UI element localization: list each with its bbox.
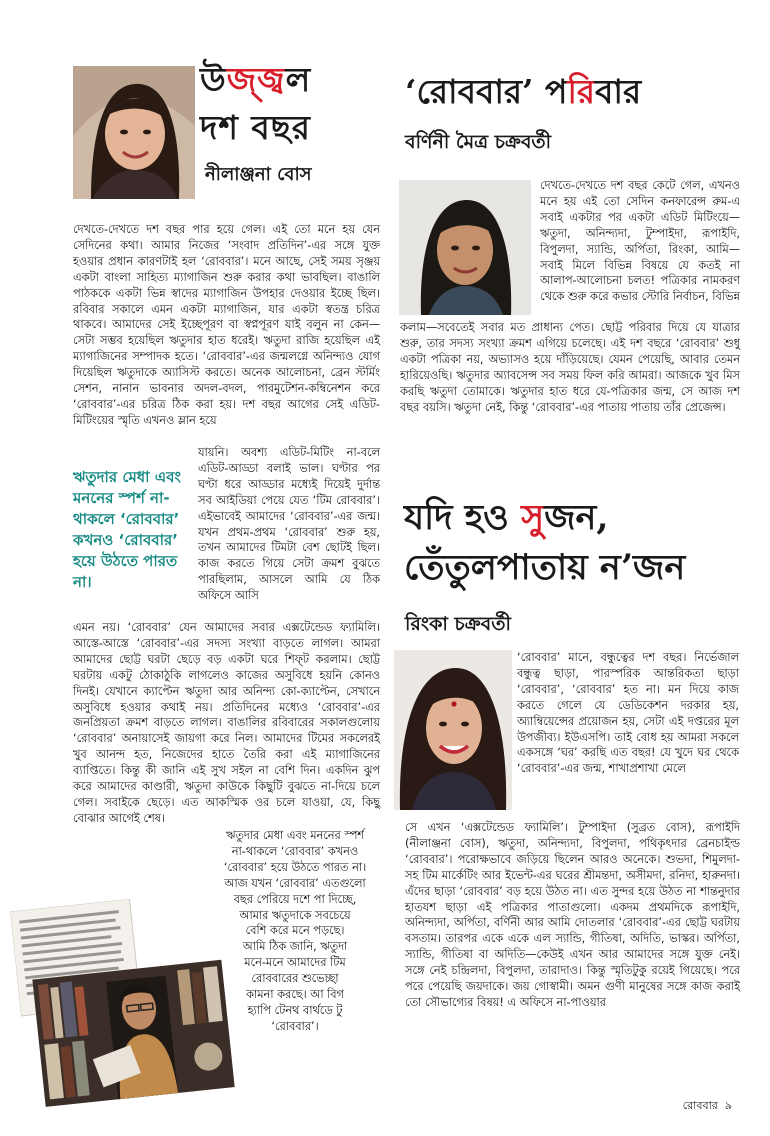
- closing-line: রোববারের শুভেচ্ছা: [251, 972, 339, 986]
- closing-line: বেশি করে মনে পড়ছে।: [245, 924, 345, 938]
- article3-title-red: সু: [521, 497, 545, 538]
- footer-magazine: রোববার: [682, 1099, 718, 1112]
- portrait-illustration: [399, 180, 531, 315]
- portrait-illustration: [73, 66, 195, 199]
- article3-title-line2: তেঁতুলপাতায় ন’জন: [404, 547, 686, 588]
- article1-paragraph: যায়নি। অবশ্য এডিট-মিটিং না-বলে এডিট-আড্ডা বলাই ভাল। ঘণ্টার পর ঘণ্টা ধরে আড্ডার মধ্যেই দিয়েই দুর্দান্ত সব আইডিয়া পেয়ে যেত ‘টিম রোববার’। এইভাবেই আমাদের ‘রোববার’-এর জন্ম। যখন প্রথম-প্রথম ‘রোববার’ শুরু হয়, তখন আমাদের টিমটা বেশ ছোটই ছিল। কাজ করতে গিয়ে সেটা ক্রমশ বুঝতে পারছিলাম, আসলে আমি যে ঠিক অফিসে আসি: [198, 446, 380, 603]
- article2-title-red: রি: [567, 72, 596, 111]
- article1-body-mid: [198, 445, 380, 604]
- article3-title-suffix: জন,: [544, 497, 609, 538]
- page-footer: [683, 1097, 732, 1116]
- closing-line: মনে-মনে আমাদের টিম: [244, 956, 346, 970]
- closing-line: ঋতুদার মেধা এবং মননের স্পর্শ: [226, 829, 364, 842]
- closing-line: হ্যাপি টেনথ বার্থডে টু: [247, 1003, 343, 1017]
- article1-title-line2: দশ বছর: [200, 108, 311, 147]
- article1-title-prefix: উ: [200, 60, 227, 99]
- article2-author: বর্ণিনী মৈত্র চক্রবর্তী: [405, 131, 552, 153]
- article1-body-bottom: [73, 620, 380, 827]
- pull-quote: ঋতুদার মেধা এবং মননের স্পর্শ না-থাকলে ‘রোববার’ কখনও ‘রোববার’ হয়ে উঠতে পারত না।: [73, 468, 181, 591]
- article2-title: [405, 70, 735, 114]
- article3-body-bottom: [405, 820, 740, 1011]
- article3-title: [404, 493, 764, 593]
- article2-title-prefix: ‘রোববার’ প: [405, 72, 568, 111]
- article3-title-prefix: যদি হও: [404, 497, 522, 538]
- article2-paragraph: কলাম—সবেতেই সবার মত প্রাধান্য পেত। ছোট্ট পরিবার দিয়ে যে যাত্রার শুরু, তার সদস্য সংখ্যা ক্রমশ এগিয়ে চলেছে। এই দশ বছরে ‘রোববার’ শুধু একটা পত্রিকা নয়, অভ্যাসও হয়ে দাঁড়িয়েছে। যেমন পেয়েছি, আবার তেমন হারিয়েওছি। ঋতুদার অ্যাবসেন্স সব সময় ফিল করি আমরা। আজকে খুব মিস করছি ঋতুদা তোমাকে। ঋতুদার হাত ধরে যে-পত্রিকার জন্ম, সে আজ দশ বছর বয়সি। ঋতুদা নেই, কিন্তু ‘রোববার’-এর পাতায় পাতায় তাঁর প্রেজেন্স।: [400, 321, 740, 414]
- article1-paragraph: এমন নয়। ‘রোববার’ যেন আমাদের সবার এক্সটেন্ডেড ফ্যামিলি। আস্তে-আস্তে ‘রোববার’-এর সদস্য সংখ্যা বাড়তে লাগল। আমরা আমাদের ছোট্ট ঘরটা ছেড়ে বড় একটা ঘরে শিফ্‌ট করলাম। ছোট্ট ঘরটায় একটু ঠোকাঠুকি লাগলেও কাজের অসুবিধে হয়নি কোনও দিনই। যেখানে ক্যাপ্টেন ঋতুদা আর অনিন্দ্য কো-ক্যাপ্টেন, সেখানে অসুবিধে হওয়ার কথাই নয়। প্রতিদিনের মধ্যেও ‘রোববার’-এর জনপ্রিয়তা ক্রমশ বাড়তে লাগল। বাঙালির রবিবারের সকালগুলোয় ‘রোববার’ অনায়াসেই জায়গা করে নিল। আমাদের টিমের সকলেরই খুব আনন্দ হত, নিজেদের হাতে তৈরি করা এই ম্যাগাজিনের ব্যাপ্তিতে। কিন্তু কী জানি এই সুখ সইল না বেশি দিন। একদিন ঝুপ করে আমাদের কাণ্ডারী, ঋতুদা কাউকে কিছুটি বুঝতে না-দিয়ে চলে গেল। সবাইকে ছেড়ে। এত আকস্মিক ওর চলে যাওয়া, যে, কিছু বোঝার আগেই শেষ।: [73, 621, 380, 825]
- article2-body-top: [540, 178, 740, 305]
- article1-title: [200, 56, 380, 152]
- author-photo-nilanjana: [73, 66, 195, 199]
- clipping-illustration: [10, 890, 240, 1111]
- article3-paragraph: সে এখন ‘এক্সটেন্ডেড ফ্যামিলি’। টুম্পাইদা (সুব্রত বোস), রূপাইদি (নীলাঞ্জনা বোস), ঋতুদা, অনিন্দ্যদা, বিপুলদা, পথিকৃৎদার ব্রেনচাইল্ড ‘রোববার’। পরোক্ষভাবে জড়িয়ে ছিলেন আরও অনেকে। শুভদা, শিমুলদা-সহ টিম মার্কেটিং আর ইভেন্ট-এর ঘরের শ্রীমন্তদা, অসীমদা, রনিদা, হারুনদা। এঁদের ছাড়া ‘রোববার’ বড় হয়ে উঠত না। এত সুন্দর হয়ে উঠত না শান্তনুদার হাতযশ ছাড়া এই পত্রিকার পাতাগুলো। একদম প্রথমদিকে রূপাইদি, অনিন্দ্যদা, অর্পিতা, বর্ণিনী আর আমি দোতলার ‘রোববার’-এর ছোট্ট ঘরটায় বসতাম। তারপর একে একে এল স্যান্ডি, গীতিষা, অদিতি, ভাস্কর। অর্পিতা, স্যান্ডি, গীতিষা বা অদিতি—কেউই এখন আর আমাদের সঙ্গে যুক্ত নেই। সঙ্গে নেই চন্দ্রিলদা, বিপুলদা, তারাদাও। কিন্তু স্মৃতিটুকু রয়েই গিয়েছে। পরে পরে পেয়েছি জয়দাকে। জয় গোস্বামী। অমন গুণী মানুষের সঙ্গে কাজ করাই তো সৌভাগ্যের বিষয়! এ অফিসে না-পাওয়ার: [405, 821, 740, 1009]
- article1-body-top: [73, 222, 380, 429]
- article1-author: নীলাঞ্জনা বোস: [205, 164, 312, 185]
- article1-title-red: জ্জ্ব: [226, 60, 286, 99]
- article2-body-bottom: [400, 320, 740, 415]
- article1-title-suffix: ল: [285, 60, 312, 99]
- closing-line: আমি ঠিক জানি, ঋতুদা: [242, 940, 348, 954]
- article2-paragraph: দেখতে-দেখতে দশ বছর কেটে গেল, এখনও মনে হয় এই তো সেদিন কনফারেন্স রুম-এ সবাই একটার পর একটা এডিট মিটিংয়ে—ঋতুদা, অনিন্দ্যদা, টুম্পাইদা, রূপাইদি, বিপুলদা, স্যান্ডি, অর্পিতা, রিংকা, আমি—সবাই মিলে বিভিন্ন বিষয়ে যে কতই না আলাপ-আলোচনা চলত! পত্রিকার নামকরণ থেকে শুরু করে কভার স্টোরি নির্বাচন, বিভিন্ন: [540, 179, 740, 304]
- article3-author: রিংকা চক্রবর্তী: [405, 613, 511, 635]
- article3-paragraph: ‘রোববার’ মানে, বন্ধুত্বের দশ বছর। নির্ভেজাল বন্ধুত্ব ছাড়া, পারস্পরিক আন্তরিকতা ছাড়া ‘রোববার’, ‘রোববার’ হত না। মন দিয়ে কাজ করতে গেলে যে ডেডিকেশন দরকার হয়, অ্যাম্বিয়েন্সের প্রয়োজন হয়, সেটা এই দপ্তরের মূল উপজীব্য। ইউএসপি। তাই বোধ হয় আমরা সকলে একসঙ্গে ‘ঘর’ করছি এত বছর! যে খুদে ঘর থেকে ‘রোববার’-এর জন্ম, শাখাপ্রশাখা মেলে: [517, 651, 739, 776]
- author-photo-rinka: [394, 650, 512, 810]
- closing-line: আমার ঋতুদাকে সবচেয়ে: [239, 908, 351, 922]
- article1-paragraph: দেখতে-দেখতে দশ বছর পার হয়ে গেল। এই তো মনে হয় যেন সেদিনের কথা। আমার নিজের ‘সংবাদ প্রতিদিন’-এর সঙ্গে যুক্ত হওয়ার প্রধান কারণটাই হল ‘রোববার’। মনে আছে, সেই সময় সৃঞ্জয় একটা বাংলা সাহিত্য ম্যাগাজিন শুরু করার কথা ভাবছিল। বাঙালি পাঠককে একটা ভিন্ন স্বাদের ম্যাগাজিন উপহার দেওয়ার ইচ্ছে ছিল। রবিবার সকালে এমন একটা ম্যাগাজিন, যার একটা স্বতন্ত্র চরিত্র থাকবে। আমাদের সেই ইচ্ছেপূরণ বা স্বপ্নপূরণ যাই বলুন না কেন—সেটা সম্ভব হয়েছিল ঋতুদার হাত ধরেই। ঋতুদা রাজি হয়েছিল এই ম্যাগাজিনের সম্পাদক হতে। ‘রোববার’-এর জন্মলগ্নে অনিন্দ্যও যোগ দিয়েছিল ঋতুদাকে অ্যাসিস্ট করতে। অনেক আলোচনা, ব্রেন স্টর্মিং সেশন, নানান ভাবনার অদল-বদল, পারমুটেশন-কম্বিনেশন করে ‘রোববার’-এর চরিত্র ঠিক করা হয়। দশ বছর আগের সেই এডিট-মিটিংয়ের স্মৃতি এখনও ম্লান হয়ে: [73, 223, 380, 427]
- closing-line: বছর পেরিয়ে দশে পা দিচ্ছে,: [233, 892, 357, 906]
- man-with-books-photo: [10, 890, 240, 1111]
- author-photo-barnini: [399, 180, 531, 315]
- closing-line: না-থাকলে ‘রোববার’ কখনও: [231, 844, 359, 858]
- closing-line: আজ যখন ‘রোববার’ এতগুলো: [224, 876, 366, 890]
- article3-body-top: [517, 650, 739, 777]
- closing-line: ‘রোববার’ হয়ে উঠতে পারত না।: [223, 860, 367, 874]
- closing-line: ‘রোববার’।: [271, 1019, 319, 1033]
- page-number: ৯: [724, 1099, 732, 1112]
- closing-line: কামনা করছে। আ বিগ: [246, 988, 344, 1002]
- article2-title-suffix: বার: [595, 72, 642, 111]
- portrait-illustration: [394, 650, 512, 810]
